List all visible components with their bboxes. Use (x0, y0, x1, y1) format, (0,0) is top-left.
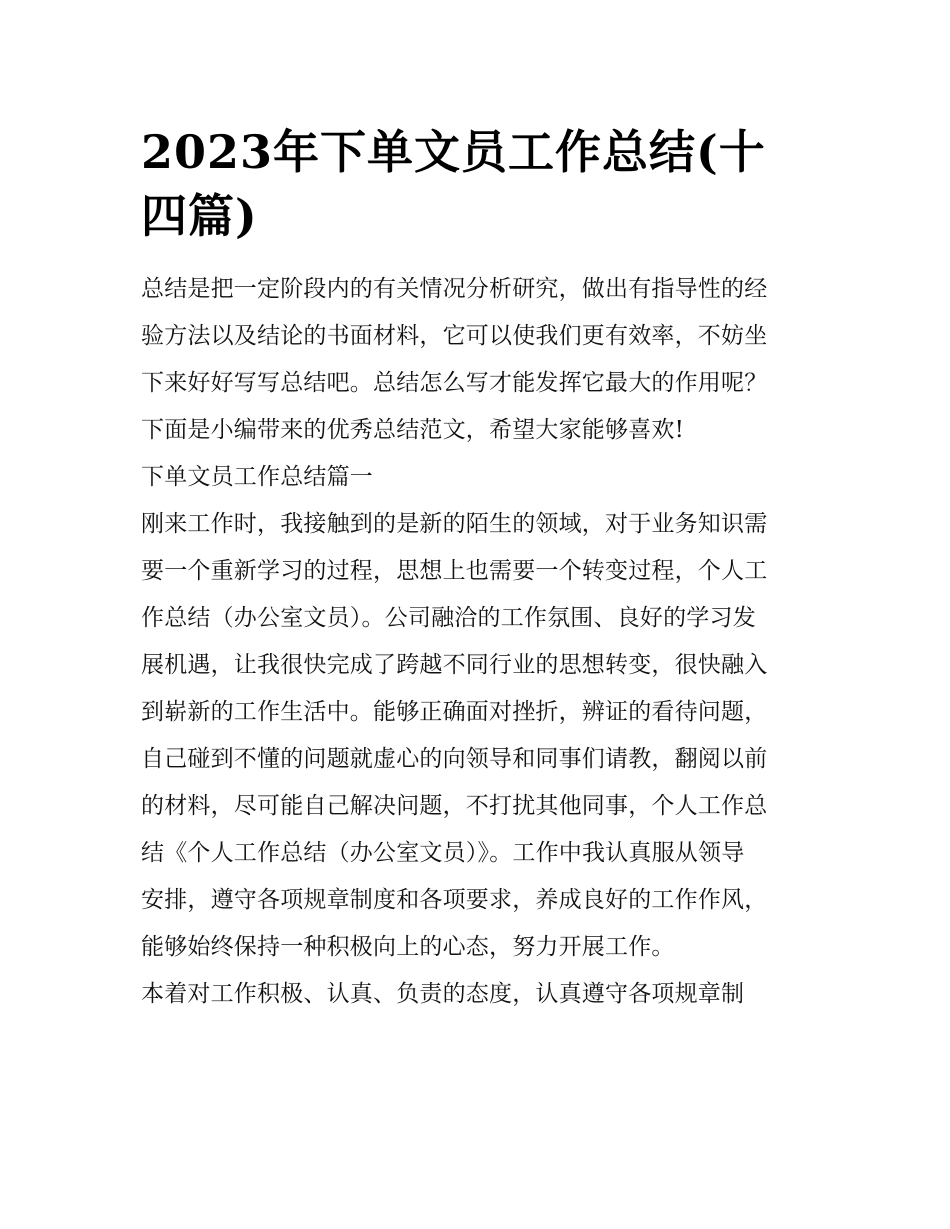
text-line: 总结是把一定阶段内的有关情况分析研究，做出有指导性的经 (141, 276, 768, 302)
text-line: 安排，遵守各项规章制度和各项要求，养成良好的工作作风， (141, 887, 768, 913)
text-line: 验方法以及结论的书面材料，它可以使我们更有效率，不妨坐 (141, 323, 768, 349)
text-line: 结《个人工作总结（办公室文员）》。工作中我认真服从领导 (141, 840, 745, 866)
text-line: 自己碰到不懂的问题就虚心的向领导和同事们请教，翻阅以前 (141, 746, 768, 772)
section-heading-text: 下单文员工作总结篇一 (141, 464, 373, 490)
body-paragraph-1 (141, 501, 813, 971)
text-line: 作总结（办公室文员）。公司融洽的工作氛围、良好的学习发 (141, 605, 756, 631)
text-line: 本着对工作积极、认真、负责的态度，认真遵守各项规章制 (141, 981, 745, 1007)
document-page (141, 120, 813, 1018)
section-heading (141, 454, 813, 501)
text-line: 下来好好写写总结吧。总结怎么写才能发挥它最大的作用呢？ (141, 370, 768, 396)
intro-paragraph (141, 266, 813, 454)
text-line: 刚来工作时，我接触到的是新的陌生的领域，对于业务知识需 (141, 511, 768, 537)
title-line: 四篇) (141, 189, 258, 243)
text-line: 能够始终保持一种积极向上的心态，努力开展工作。 (141, 934, 675, 960)
text-line: 展机遇，让我很快完成了跨越不同行业的思想转变，很快融入 (141, 652, 768, 678)
body-paragraph-2 (141, 971, 813, 1018)
text-line: 到崭新的工作生活中。能够正确面对挫折，辨证的看待问题， (141, 699, 768, 725)
text-line: 下面是小编带来的优秀总结范文，希望大家能够喜欢! (141, 417, 685, 443)
document-title (141, 120, 813, 248)
text-line: 的材料，尽可能自己解决问题，不打扰其他同事，个人工作总 (141, 793, 768, 819)
text-line: 要一个重新学习的过程，思想上也需要一个转变过程，个人工 (141, 558, 768, 584)
title-line: 2023年下单文员工作总结(十 (141, 125, 766, 179)
